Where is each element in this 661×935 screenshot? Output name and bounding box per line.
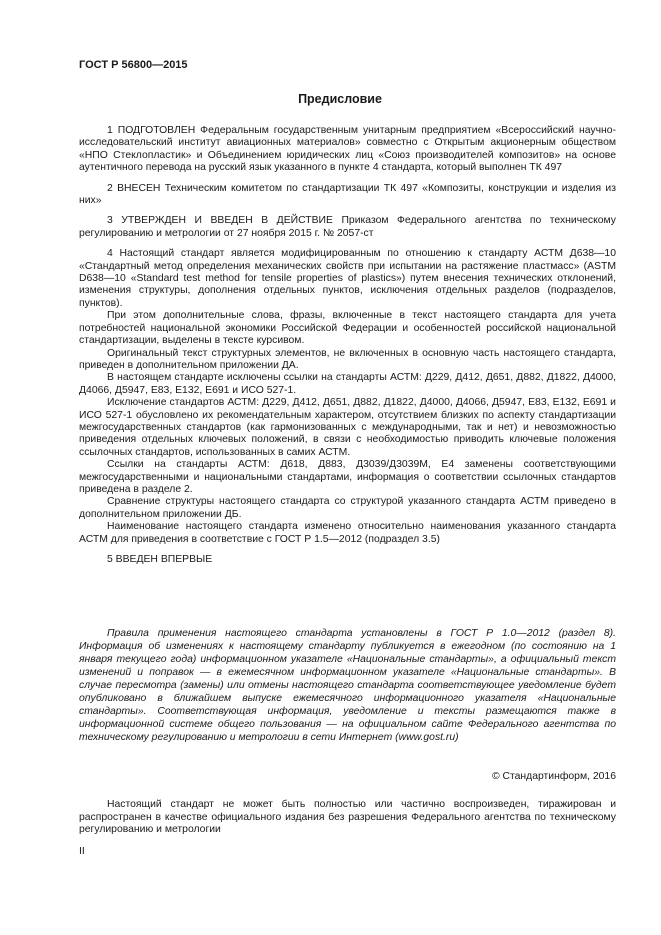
reproduction-notice: Настоящий стандарт не может быть полностью или частично воспроизведен, тиражирован и распространен в качестве официального издания без разрешения Федерального агентства по техническому регулированию и метрологии [79,799,616,836]
copyright: © Стандартинформ, 2016 [491,771,616,782]
foreword-body [79,125,616,574]
paragraph-excluded-refs: В настоящем стандарте исключены ссылки на стандарты АСТМ: Д229, Д412, Д651, Д882, Д1822, Д4000, Д4066, Д5947, Е83, Е132, Е691 и ИСО 527-1. [79,372,616,396]
paragraph-italics-note: При этом дополнительные слова, фразы, включенные в текст настоящего стандарта для учета потребностей национальной экономики Российской Федерации и особенностей российской национальной стандартизации, выделены в тексте курсивом. [79,310,616,347]
paragraph-prepared-by: 1 ПОДГОТОВЛЕН Федеральным государственным унитарным предприятием «Всероссийский научно-исследовательский институт авиационных материалов» совместно с Открытым акционерным обществом «НПО Стеклопластик» и Объединением юридических лиц «Союз производителей композитов» на основе аутентичного перевода на русский язык указанного в пункте 4 стандарта, который выполнен ТК 497 [79,125,616,174]
paragraph-modified: 4 Настоящий стандарт является модифицированным по отношению к стандарту АСТМ Д638—10 «Стандартный метод определения механических свойств при испытании на растяжение пластмасс» (ASTM D638—10 «Standard test method for tensile properties of plastics») путем внесения технических отклонений, изменения структуры, дополнения отдельных пунктов, исключения отдельных разделов (подразделов, пунктов). [79,248,616,309]
paragraph-replaced-refs: Ссылки на стандарты АСТМ: Д618, Д883, Д3039/Д3039М, Е4 заменены соответствующими межгосударственными и национальными стандартами, информация о соответствии ссылочных стандартов приведена в разделе 2. [79,459,616,495]
paragraph-structure-comparison: Сравнение структуры настоящего стандарта со структурой указанного стандарта АСТМ приведено в дополнительном приложении ДБ. [79,496,616,520]
paragraph-introduced: 5 ВВЕДЕН ВПЕРВЫЕ [107,554,213,565]
paragraph-original-text: Оригинальный текст структурных элементов, не включенных в основную часть настоящего стандарта, приведен в дополнительном приложении ДА. [79,347,616,371]
paragraph-title-change: Наименование настоящего стандарта изменено относительно наименования указанного стандарта АСТМ для приведения в соответствие с ГОСТ Р 1.5—2012 (подраздел 3.5) [79,521,616,545]
application-rules-notice: Правила применения настоящего стандарта установлены в ГОСТ Р 1.0—2012 (раздел 8). Информация об изменениях к настоящему стандарту публикуется в ежегодном (по состоянию на 1 января текущего года) информационном указателе «Национальные стандарты», а официальный текст изменений и поправок — в ежемесячном информационном указателе «Национальные стандарты». В случае пересмотра (замены) или отмены настоящего стандарта соответствующее уведомление будет опубликовано в ближайшем выпуске ежемесячного информационного указателя «Национальные стандарты». Соответствующая информация, уведомление и тексты размещаются также в информационной системе общего пользования — на официальном сайте Федерального агентства по техническому регулированию и метрологии в сети Интернет (www.gost.ru) [79,628,616,743]
document-code: ГОСТ Р 56800—2015 [79,59,188,71]
paragraph-submitted-by: 2 ВНЕСЕН Техническим комитетом по стандартизации ТК 497 «Композиты, конструкции и изделия из них» [79,182,616,207]
paragraph-approved: 3 УТВЕРЖДЕН И ВВЕДЕН В ДЕЙСТВИЕ Приказом Федерального агентства по техническому регулированию и метрологии от 27 ноября 2015 г. № 2057-ст [79,215,616,239]
page-number: II [79,846,85,857]
paragraph-exclusion-reason: Исключение стандартов АСТМ: Д229, Д412, Д651, Д882, Д1822, Д4000, Д4066, Д5947, Е83, Е132, Е691 и ИСО 527-1 обусловлено их рекомендательным характером, отсутствием близких по аспекту стандартизации межгосударственных стандартов (как гармонизованных с международными, так и нет) и невозможностью приведения отдельных ключевых положений, в связи с необходимостью приводить ключевые положения ссылочных стандартов, использованных в самих АСТМ. [79,397,616,458]
page-title: Предисловие [298,92,382,106]
